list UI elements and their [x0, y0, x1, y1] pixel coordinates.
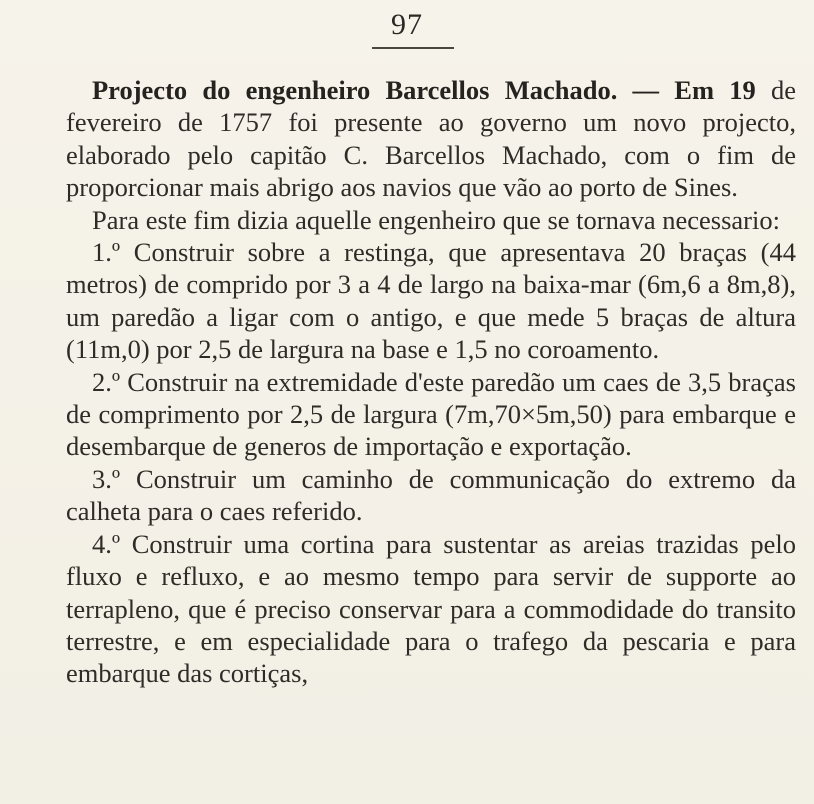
page-number: 97 — [391, 8, 423, 41]
paragraph-2: Para este fim dizia aquelle engenheiro que se tornava necessario: — [92, 204, 780, 235]
paragraph-4: 2.º Construir na extremidade d'este paredão um caes de 3,5 braças de comprimento por 2,5 de largura (7m,70×5m,50) para embarque e desembarque de generos de importação e exportação. — [66, 366, 796, 462]
header-rule — [372, 47, 454, 49]
paragraph-1-text: de fevereiro de 1757 foi presente ao governo um novo projecto, elaborado pelo capitão C. Barcellos Machado, com o fim de proporcionar mais abrigo aos navios que vão ao porto de Sines. — [66, 75, 796, 203]
section-heading: Projecto do engenheiro Barcellos Machado. — Em 19 — [92, 75, 756, 105]
paragraph-6: 4.º Construir uma cortina para sustentar as areias trazidas pelo fluxo e refluxo, e ao mesmo tempo para servir de supporte ao terrapleno, que é preciso conservar para a commodidade do transito terrestre, e em especialidade para o trafego da pescaria e para embarque das cortiças, — [66, 528, 796, 689]
body-text — [66, 74, 796, 690]
paragraph-3: 1.º Construir sobre a restinga, que apresentava 20 braças (44 metros) de comprido por 3 a 4 de largo na baixa-mar (6m,6 a 8m,8), um paredão a ligar com o antigo, e que mede 5 braças de altura (11m,0) por 2,5 de largura na base e 1,5 no coroamento. — [66, 237, 796, 365]
paragraph-5: 3.º Construir um caminho de communicação do extremo da calheta para o caes referido. — [66, 463, 796, 527]
paragraph-1 — [66, 74, 796, 204]
